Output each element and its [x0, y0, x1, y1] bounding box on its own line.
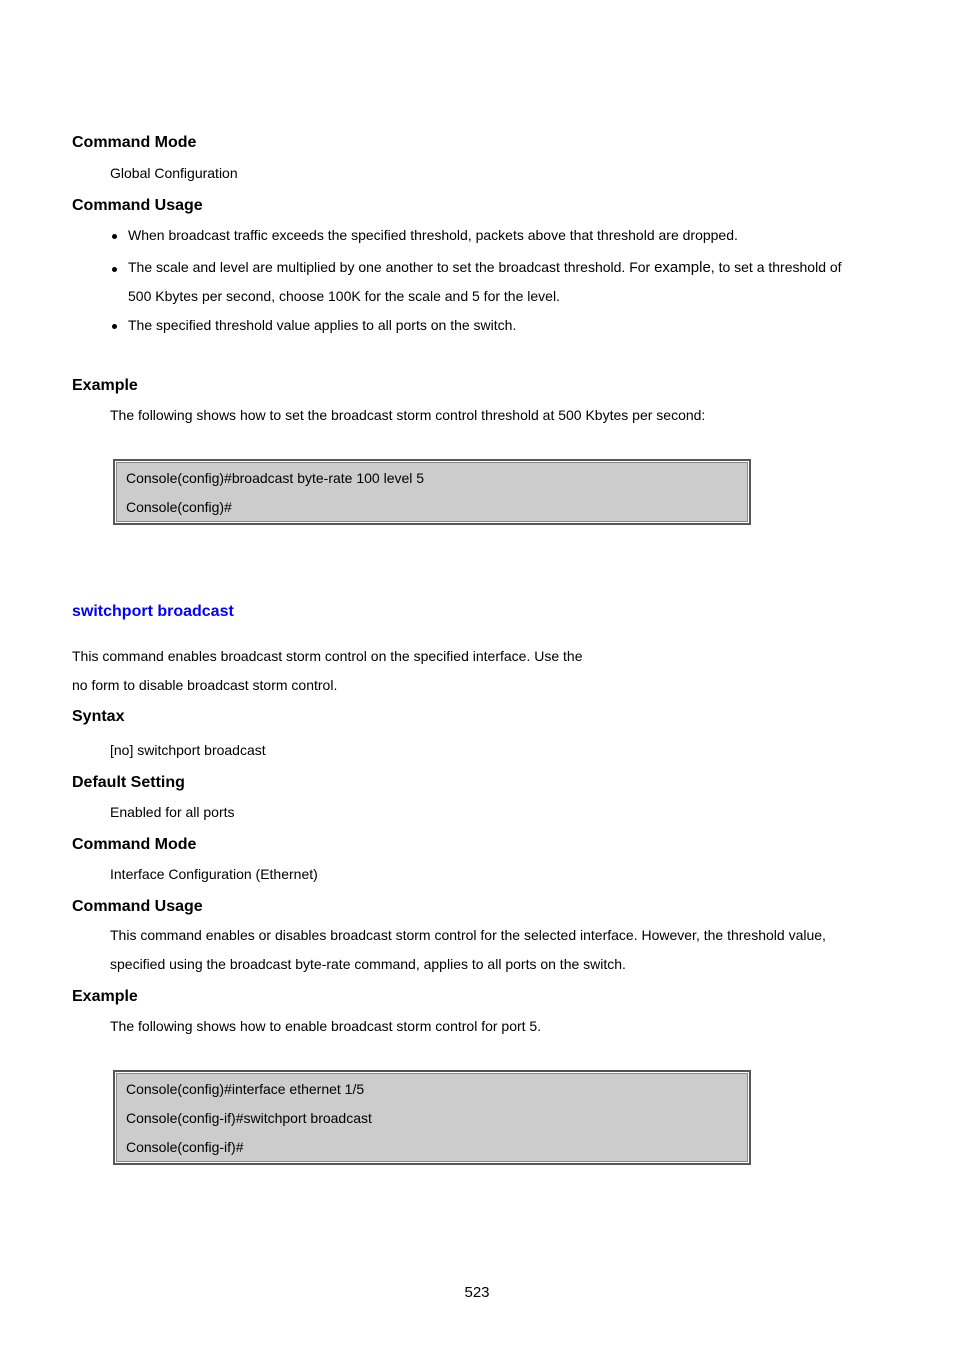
command-mode-heading: Command Mode	[72, 836, 197, 853]
bullet-icon	[112, 267, 117, 272]
command-usage-heading: Command Usage	[72, 898, 203, 915]
usage-bullet-2-example: example	[654, 259, 711, 276]
usage-bullet-2-rest: , to set a threshold of	[710, 259, 842, 275]
section-title-link[interactable]: switchport broadcast	[72, 603, 234, 620]
default-setting-value: Enabled for all ports	[110, 804, 235, 820]
console-line: Console(config-if)#switchport broadcast	[126, 1110, 372, 1126]
bullet-icon	[112, 234, 117, 239]
usage-bullet-2	[128, 259, 842, 276]
example-text: The following shows how to enable broadcast storm control for port 5.	[110, 1018, 542, 1034]
console-line: Console(config)#interface ethernet 1/5	[126, 1081, 365, 1097]
syntax-heading: Syntax	[72, 708, 125, 725]
example-heading: Example	[72, 988, 138, 1005]
console-example-1	[113, 459, 751, 525]
console-example-2	[113, 1070, 751, 1165]
usage-line-2: specified using the broadcast byte-rate command, applies to all ports on the switch.	[110, 956, 626, 972]
usage-bullet-2-line2: 500 Kbytes per second, choose 100K for the scale and 5 for the level.	[128, 288, 560, 304]
usage-bullet-3: The specified threshold value applies to all ports on the switch.	[128, 317, 517, 333]
bullet-icon	[112, 324, 117, 329]
command-mode-value: Global Configuration	[110, 165, 238, 181]
default-setting-heading: Default Setting	[72, 774, 185, 791]
command-mode-value: Interface Configuration (Ethernet)	[110, 866, 318, 882]
description-line-2: no form to disable broadcast storm control.	[72, 677, 338, 693]
console-line: Console(config-if)#	[126, 1139, 244, 1155]
console-line: Console(config)#broadcast byte-rate 100 level 5	[126, 470, 425, 486]
usage-bullet-1: When broadcast traffic exceeds the specified threshold, packets above that threshold are dropped.	[128, 227, 738, 243]
command-usage-heading: Command Usage	[72, 197, 203, 214]
console-line: Console(config)#	[126, 499, 232, 515]
command-mode-heading: Command Mode	[72, 134, 197, 151]
description-line-1: This command enables broadcast storm control on the specified interface. Use the	[72, 648, 583, 664]
example-text: The following shows how to set the broadcast storm control threshold at 500 Kbytes per second:	[110, 407, 706, 423]
page-number: 523	[464, 1284, 490, 1301]
usage-line-1: This command enables or disables broadcast storm control for the selected interface. However, the threshold value,	[110, 927, 826, 943]
syntax-value: [no] switchport broadcast	[110, 742, 266, 758]
usage-bullet-2-start: The scale and level are multiplied by one another to set the broadcast threshold. For	[128, 259, 651, 275]
example-heading: Example	[72, 377, 138, 394]
